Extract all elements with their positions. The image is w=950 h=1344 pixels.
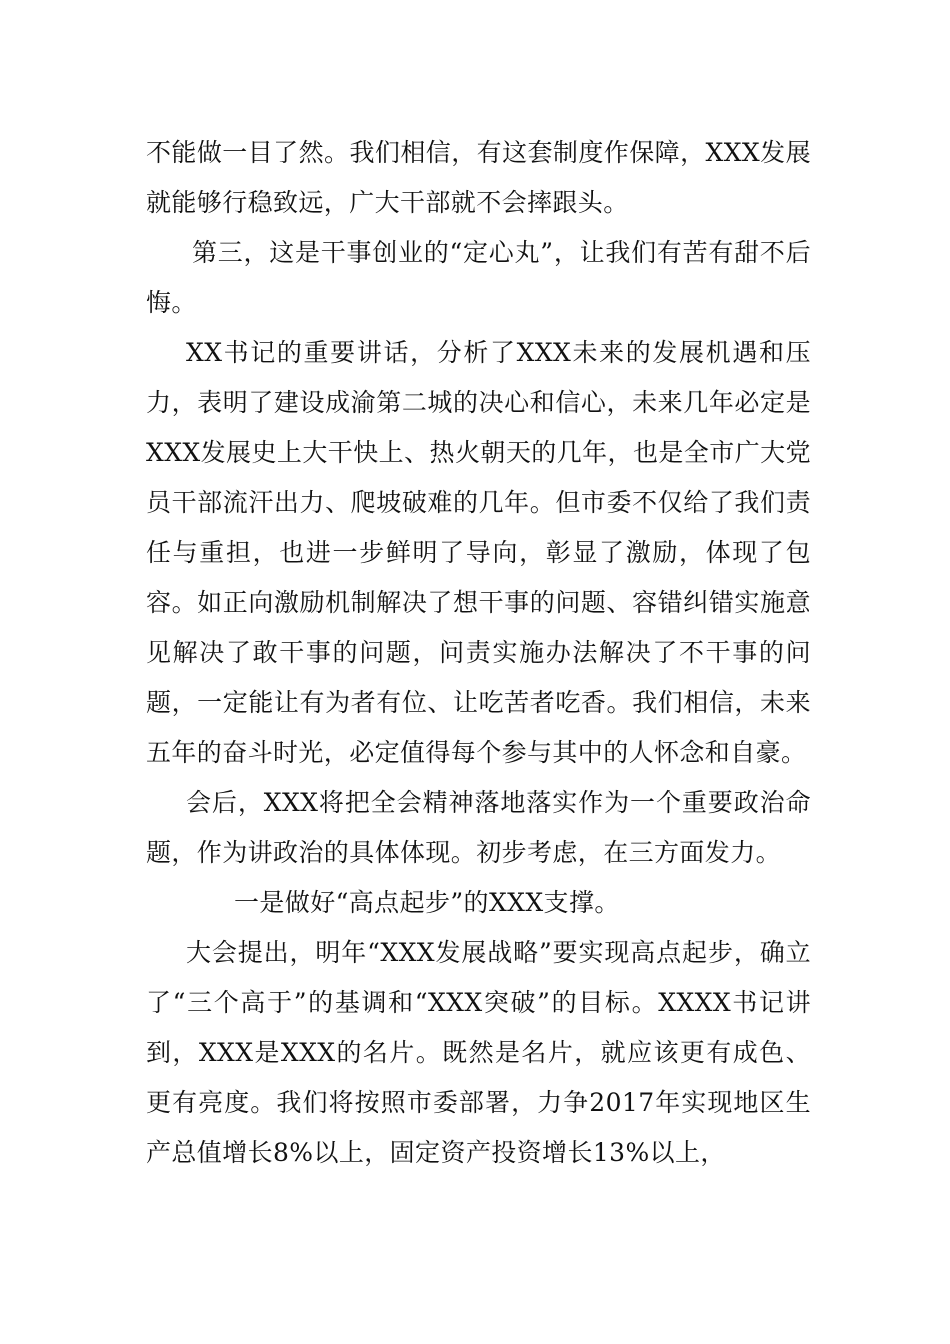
paragraph-conference-goals: 大会提出，明年“XXX发展战略”要实现高点起步，确立了“三个高于”的基调和“XXX突破”的目标。XXXX书记讲到，XXX是XXX的名片。既然是名片，就应该更有成色、更有亮度。我们将按照市委部署，力争2017年实现地区生产总值增长8%以上，固定资产投资增长13%以上， [146, 938, 811, 1167]
paragraph-heading-first: 一是做好“高点起步”的XXX支撑。 [234, 888, 620, 917]
paragraph-after-meeting: 会后，XXX将把全会精神落地落实作为一个重要政治命题，作为讲政治的具体体现。初步考虑，在三方面发力。 [146, 788, 811, 867]
paragraph-heading-third: 第三，这是干事创业的“定心丸”，让我们有苦有甜不后悔。 [146, 238, 811, 317]
document-body [146, 128, 811, 1178]
paragraph-continuation: 不能做一目了然。我们相信，有这套制度作保障，XXX发展就能够行稳致远，广大干部就不会摔跟头。 [146, 138, 811, 217]
paragraph-speech-analysis: XX书记的重要讲话，分析了XXX未来的发展机遇和压力，表明了建设成渝第二城的决心和信心，未来几年必定是XXX发展史上大干快上、热火朝天的几年，也是全市广大党员干部流汗出力、爬坡破难的几年。但市委不仅给了我们责任与重担，也进一步鲜明了导向，彰显了激励，体现了包容。如正向激励机制解决了想干事的问题、容错纠错实施意见解决了敢干事的问题，问责实施办法解决了不干事的问题，一定能让有为者有位、让吃苦者吃香。我们相信，未来五年的奋斗时光，必定值得每个参与其中的人怀念和自豪。 [146, 338, 811, 767]
